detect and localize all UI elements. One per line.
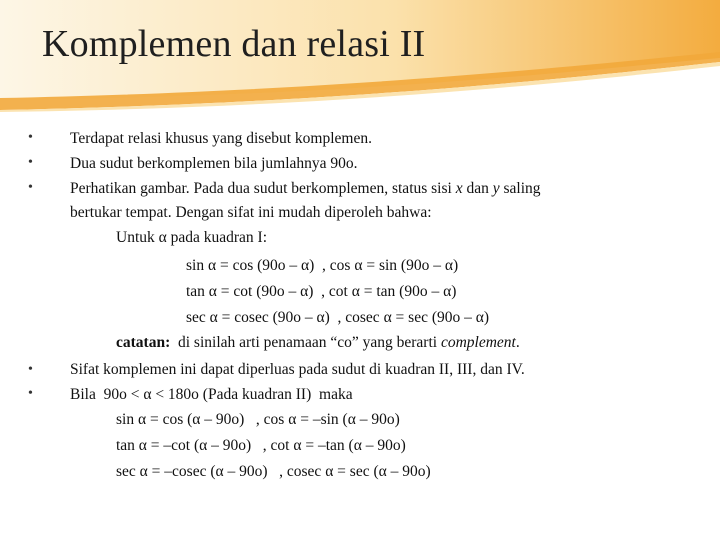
text-fragment: saling: [499, 180, 541, 197]
note-label: catatan:: [116, 334, 171, 351]
text-fragment: di sinilah arti penamaan “co” yang berarti: [170, 334, 441, 351]
slide-header-band: [0, 0, 720, 112]
bullet-marker: •: [28, 386, 33, 401]
bullet-marker: •: [28, 155, 33, 170]
text-line: [70, 179, 541, 199]
text-fragment: dan: [462, 180, 493, 197]
formula-line: sec α = cosec (90o – α) , cosec α = sec (90o – α): [186, 309, 490, 326]
formula-line: tan α = –cot (α – 90o) , cot α = –tan (α – 90o): [116, 437, 406, 454]
formula-line: sec α = –cosec (α – 90o) , cosec α = sec (α – 90o): [116, 463, 431, 480]
text-line: Terdapat relasi khusus yang disebut komplemen.: [70, 130, 372, 147]
bullet-marker: •: [28, 130, 33, 145]
text-line: bertukar tempat. Dengan sifat ini mudah diperoleh bahwa:: [70, 204, 432, 221]
bullet-marker: •: [28, 180, 33, 195]
text-line: Sifat komplemen ini dapat diperluas pada sudut di kuadran II, III, dan IV.: [70, 361, 525, 378]
text-line: Bila 90o < α < 180o (Pada kuadran II) maka: [70, 386, 353, 403]
formula-line: sin α = cos (90o – α) , cos α = sin (90o – α): [186, 257, 459, 274]
text-line: Untuk α pada kuadran I:: [116, 229, 268, 246]
variable-x: x: [455, 180, 463, 197]
note-line: [116, 333, 520, 353]
text-line: Dua sudut berkomplemen bila jumlahnya 90o.: [70, 155, 358, 172]
slide-title: Komplemen dan relasi II: [42, 23, 426, 65]
italic-word: complement: [440, 334, 516, 351]
variable-y: y: [492, 180, 500, 197]
text-fragment: Perhatikan gambar. Pada dua sudut berkomplemen, status sisi: [70, 180, 456, 197]
bullet-marker: •: [28, 362, 33, 377]
formula-line: sin α = cos (α – 90o) , cos α = –sin (α – 90o): [116, 411, 400, 428]
formula-line: tan α = cot (90o – α) , cot α = tan (90o – α): [186, 283, 457, 300]
text-fragment: .: [515, 334, 520, 351]
